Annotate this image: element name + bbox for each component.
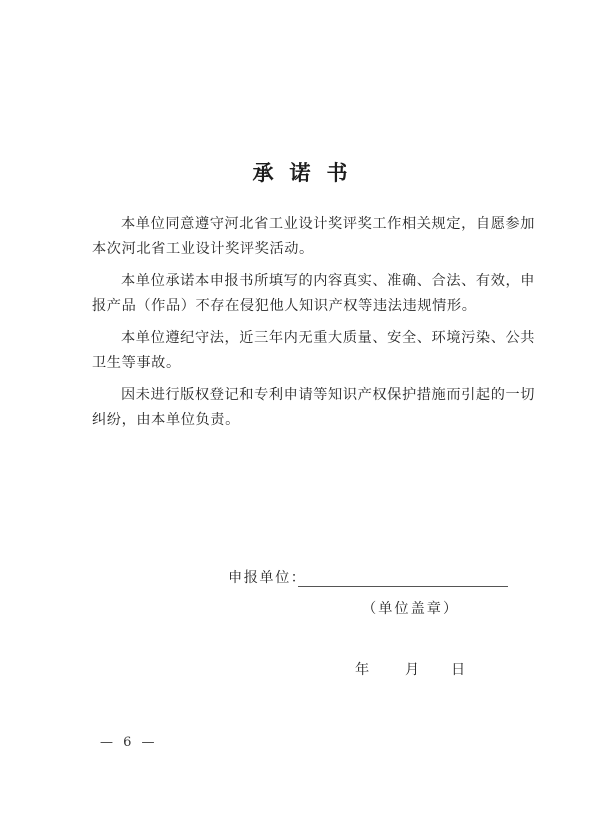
page-number: — 6 — [100,735,158,750]
paragraph-1: 本单位同意遵守河北省工业设计奖评奖工作相关规定，自愿参加本次河北省工业设计奖评奖活动。 [92,216,536,257]
paragraph-2: 本单位承诺本申报书所填写的内容真实、准确、合法、有效，申报产品（作品）不存在侵犯他人知识产权等违法违规情形。 [92,273,536,314]
date-month-label: 月 [405,662,420,678]
signature-block [228,567,528,591]
date-day-label: 日 [451,662,466,678]
date-year-label: 年 [355,662,370,678]
signature-line [298,586,508,587]
applicant-unit-label: 申报单位： [228,570,307,586]
document-title: 承诺书 [252,160,364,185]
document-body [92,212,540,440]
paragraph-3: 本单位遵纪守法，近三年内无重大质量、安全、环境污染、公共卫生等事故。 [92,330,536,371]
paragraph-4: 因未进行版权登记和专利申请等知识产权保护措施而引起的一切纠纷，由本单位负责。 [92,387,536,428]
seal-note: （单位盖章） [362,601,460,617]
